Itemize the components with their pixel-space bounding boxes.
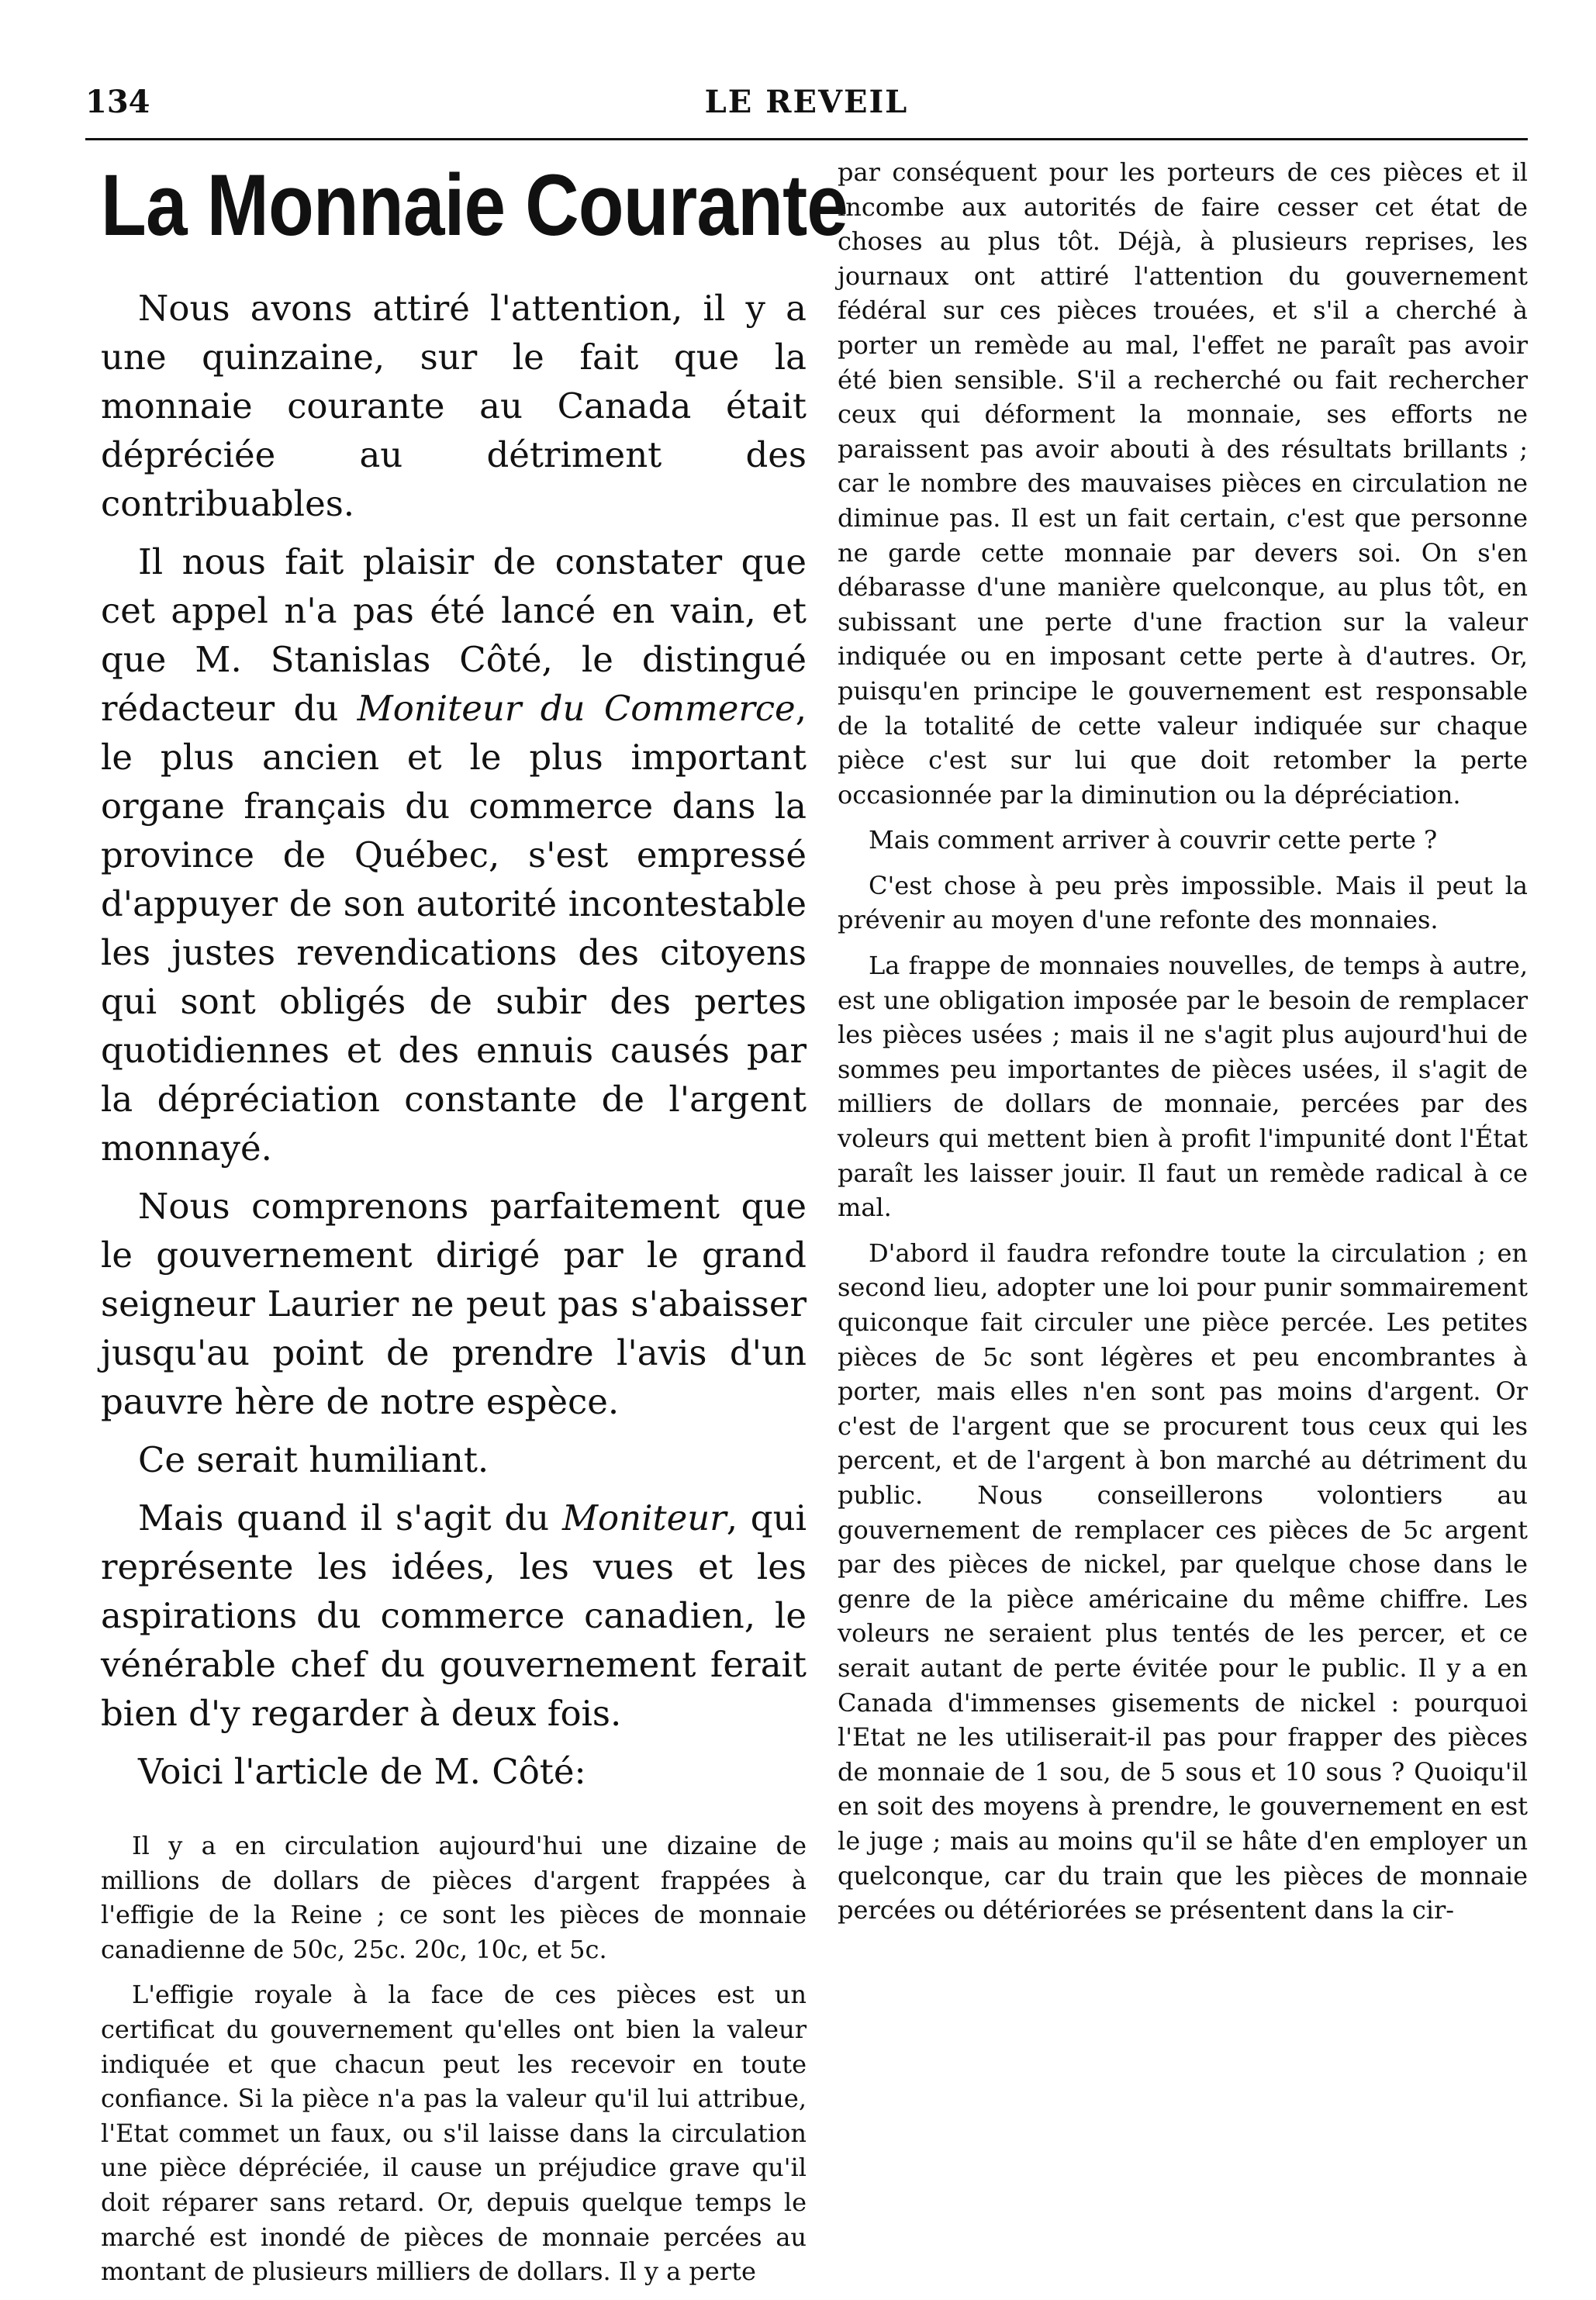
intro-paragraph: Voici l'article de M. Côté: [138, 1751, 586, 1792]
quote-paragraph: L'effigie royale à la face de ces pièces est un certificat du gouvernement qu'elles ont bien la valeur indiquée et que chacun peut les recevoir en toute confiance. Si la pièce n'a pas la valeur qu'il lui attribue, l'Etat commet un faux, ou s'il laisse dans la circulation une pièce dépréciée, il cause un préjudice grave qu'il doit réparer sans retard. Or, depuis quelque temps le marché est inondé de pièces de monnaie percées au montant de plusieurs milliers de dollars. Il y a perte [101, 1980, 807, 2287]
quote-paragraph: La frappe de monnaies nouvelles, de temps à autre, est une obligation imposée par le besoin de remplacer les pièces usées ; mais il ne s'agit plus aujourd'hui de sommes peu importantes de pièces usées, il s'agit de milliers de dollars de monnaie, percées par des voleurs qui mettent bien à profit l'impunité dont l'État paraît les laisser jouir. Il faut un remède radical à ce mal. [838, 951, 1528, 1223]
running-title: LE REVEIL [704, 84, 909, 120]
header-rule [85, 138, 1528, 140]
publication-name: Moniteur [561, 1497, 727, 1539]
intro-paragraph: Nous comprenons parfaitement que le gouvernement dirigé par le grand seigneur Laurier ne peut pas s'abaisser jusqu'au point de prendre l'avis d'un pauvre hère de notre espèce. [101, 1186, 807, 1422]
quoted-article-left [101, 1829, 807, 2289]
page-number: 134 [85, 84, 150, 120]
quote-paragraph: C'est chose à peu près impossible. Mais il peut la prévenir au moyen d'une refonte des monnaies. [838, 870, 1528, 935]
article-title: La Monnaie Courante [101, 157, 848, 254]
intro-paragraph: Ce serait humiliant. [138, 1439, 489, 1480]
article-intro [101, 284, 807, 1796]
page-header [85, 84, 1528, 130]
left-column [101, 155, 848, 2300]
quote-paragraph: Il y a en circulation aujourd'hui une dizaine de millions de dollars de pièces d'argent frappées à l'effigie de la Reine ; ce sont les pièces de monnaie canadienne de 50c, 25c. 20c, 10c, et 5c. [101, 1831, 807, 1964]
quote-paragraph: par conséquent pour les porteurs de ces pièces et il incombe aux autorités de faire cesser cet état de choses au plus tôt. Déjà, à plusieurs reprises, les journaux ont attiré l'attention du gouvernement fédéral sur ces pièces trouées, et s'il a cherché à porter un remède au mal, l'effet ne paraît pas avoir été bien sensible. S'il a recherché ou fait rechercher ceux qui déforment la monnaie, ses efforts ne paraissent pas avoir abouti à des résultats brillants ; car le nombre des mauvaises pièces en circulation ne diminue pas. Il est un fait certain, c'est que personne ne garde cette monnaie par devers soi. On s'en débarasse d'une manière quelconque, au plus tôt, en subissant une perte d'une fraction sur la valeur indiquée ou en imposant cette perte à d'autres. Or, puisqu'en principe le gouvernement est responsable de la totalité de cette valeur indiquée sur chaque pièce c'est sur lui que doit retomber la perte occasionnée par la diminution ou la dépréciation. [838, 157, 1528, 810]
quote-paragraph: D'abord il faudra refondre toute la circulation ; en second lieu, adopter une loi pour punir sommairement quiconque fait circuler une pièce percée. Les petites pièces de 5c sont légères et peu encombrantes à porter, mais elles n'en sont pas moins d'argent. Or c'est de l'argent que se procurent tous ceux qui les percent, et de l'argent à bon marché au détriment du public. Nous conseillerons volontiers au gouvernement de remplacer ces pièces de 5c argent par des pièces de nickel, par quelque chose dans le genre de la pièce américaine du même chiffre. Les voleurs ne seraient plus tentés de les percer, et ce serait autant de perte évitée pour le public. Il y a en Canada d'immenses gisements de nickel : pourquoi l'Etat ne les utiliserait-il pas pour frapper des pièces de monnaie de 1 sou, de 5 sous et 10 sous ? Quoiqu'il en soit des moyens à prendre, le gouvernement en est le juge ; mais au moins qu'il se hâte d'en employer un quelconque, car du train que les pièces de monnaie percées ou détériorées se présentent dans la cir- [838, 1238, 1528, 1925]
right-column [838, 155, 1528, 1939]
publication-name: Moniteur du Commerce [357, 688, 796, 729]
intro-paragraph: Nous avons attiré l'attention, il y a une quinzaine, sur le fait que la monnaie courante au Canada était dépréciée au détriment des contribuables. [101, 288, 807, 524]
intro-paragraph: Il nous fait plaisir de constater que cet appel n'a pas été lancé en vain, et que M. Stanislas Côté, le distingué rédacteur du Moniteur du Commerce, le plus ancien et le plus important organe français du commerce dans la province de Québec, s'est empressé d'appuyer de son autorité incontestable les justes revendications des citoyens qui sont obligés de subir des pertes quotidiennes et des ennuis causés par la dépréciation constante de l'argent monnayé. [101, 541, 807, 1169]
quote-paragraph: Mais comment arriver à couvrir cette perte ? [869, 825, 1438, 855]
intro-paragraph: Mais quand il s'agit du Moniteur, qui représente les idées, les vues et les aspirations du commerce canadien, le vénérable chef du gouvernement ferait bien d'y regarder à deux fois. [101, 1497, 807, 1734]
